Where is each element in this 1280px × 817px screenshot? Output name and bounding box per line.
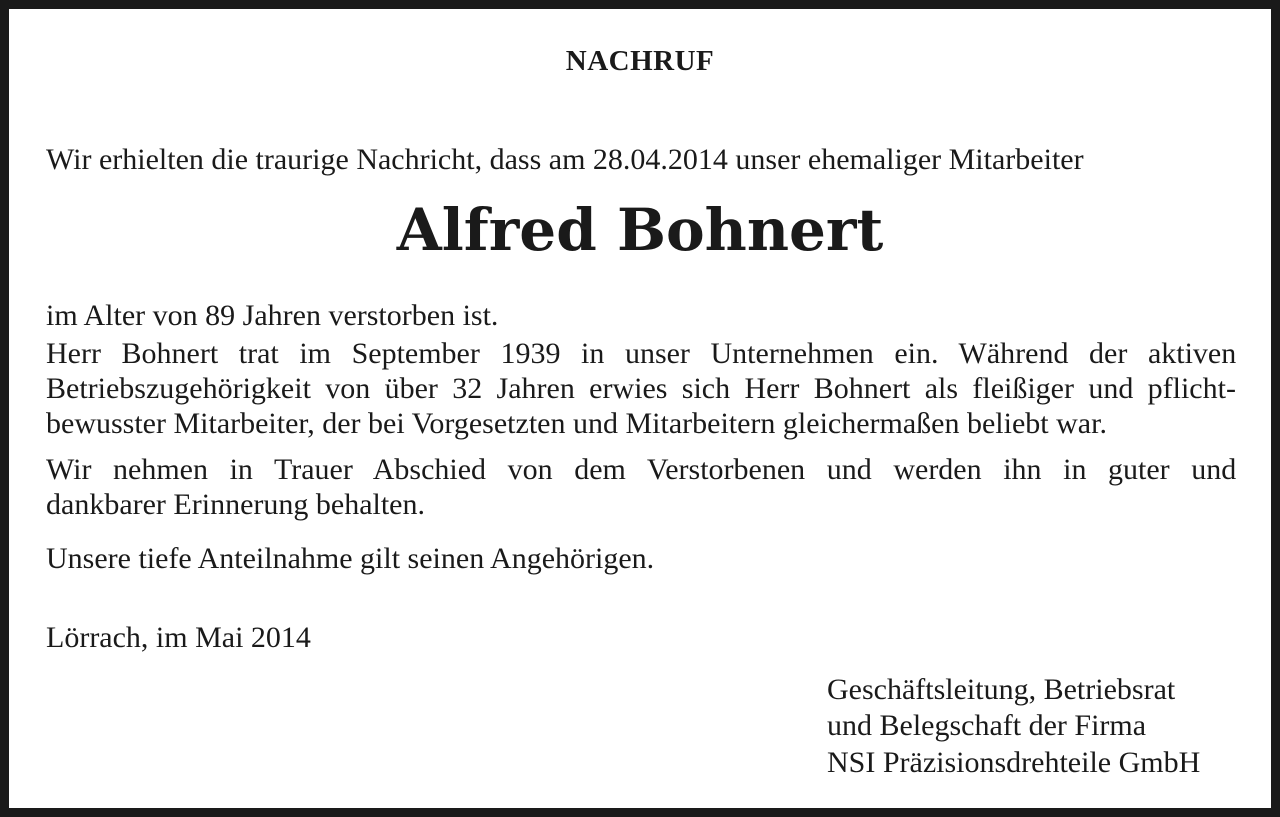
paragraph3: Unsere tiefe Anteilnahme gilt seinen Angehörigen. <box>46 542 655 575</box>
heading: NACHRUF <box>565 45 715 77</box>
obituary-document <box>9 9 1271 808</box>
signature-line-1: Geschäftsleitung, Betriebsrat <box>827 673 1176 706</box>
paragraph1-line-3: bewusster Mitarbeiter, der bei Vorgesetzten und Mitarbeitern gleichermaßen beliebt war. <box>46 407 1107 440</box>
age-line: im Alter von 89 Jahren verstorben ist. <box>46 299 499 332</box>
place-date: Lörrach, im Mai 2014 <box>46 621 311 654</box>
paragraph1-line-2: Betriebszugehörigkeit von über 32 Jahren erwies sich Herr Bohnert als fleißiger und pflicht- <box>46 372 1236 405</box>
intro-line: Wir erhielten die traurige Nachricht, dass am 28.04.2014 unser ehemaliger Mitarbeiter <box>46 143 1084 176</box>
paragraph2-line-1: Wir nehmen in Trauer Abschied von dem Verstorbenen und werden ihn in guter und <box>46 453 1237 486</box>
paragraph2-line-2: dankbarer Erinnerung behalten. <box>46 488 425 521</box>
paragraph1-line-1: Herr Bohnert trat im September 1939 in unser Unternehmen ein. Während der aktiven <box>46 337 1237 370</box>
deceased-name: Alfred Bohnert <box>396 196 884 264</box>
signature-line-2: und Belegschaft der Firma <box>827 709 1147 742</box>
signature-line-3: NSI Präzisionsdrehteile GmbH <box>827 746 1201 779</box>
